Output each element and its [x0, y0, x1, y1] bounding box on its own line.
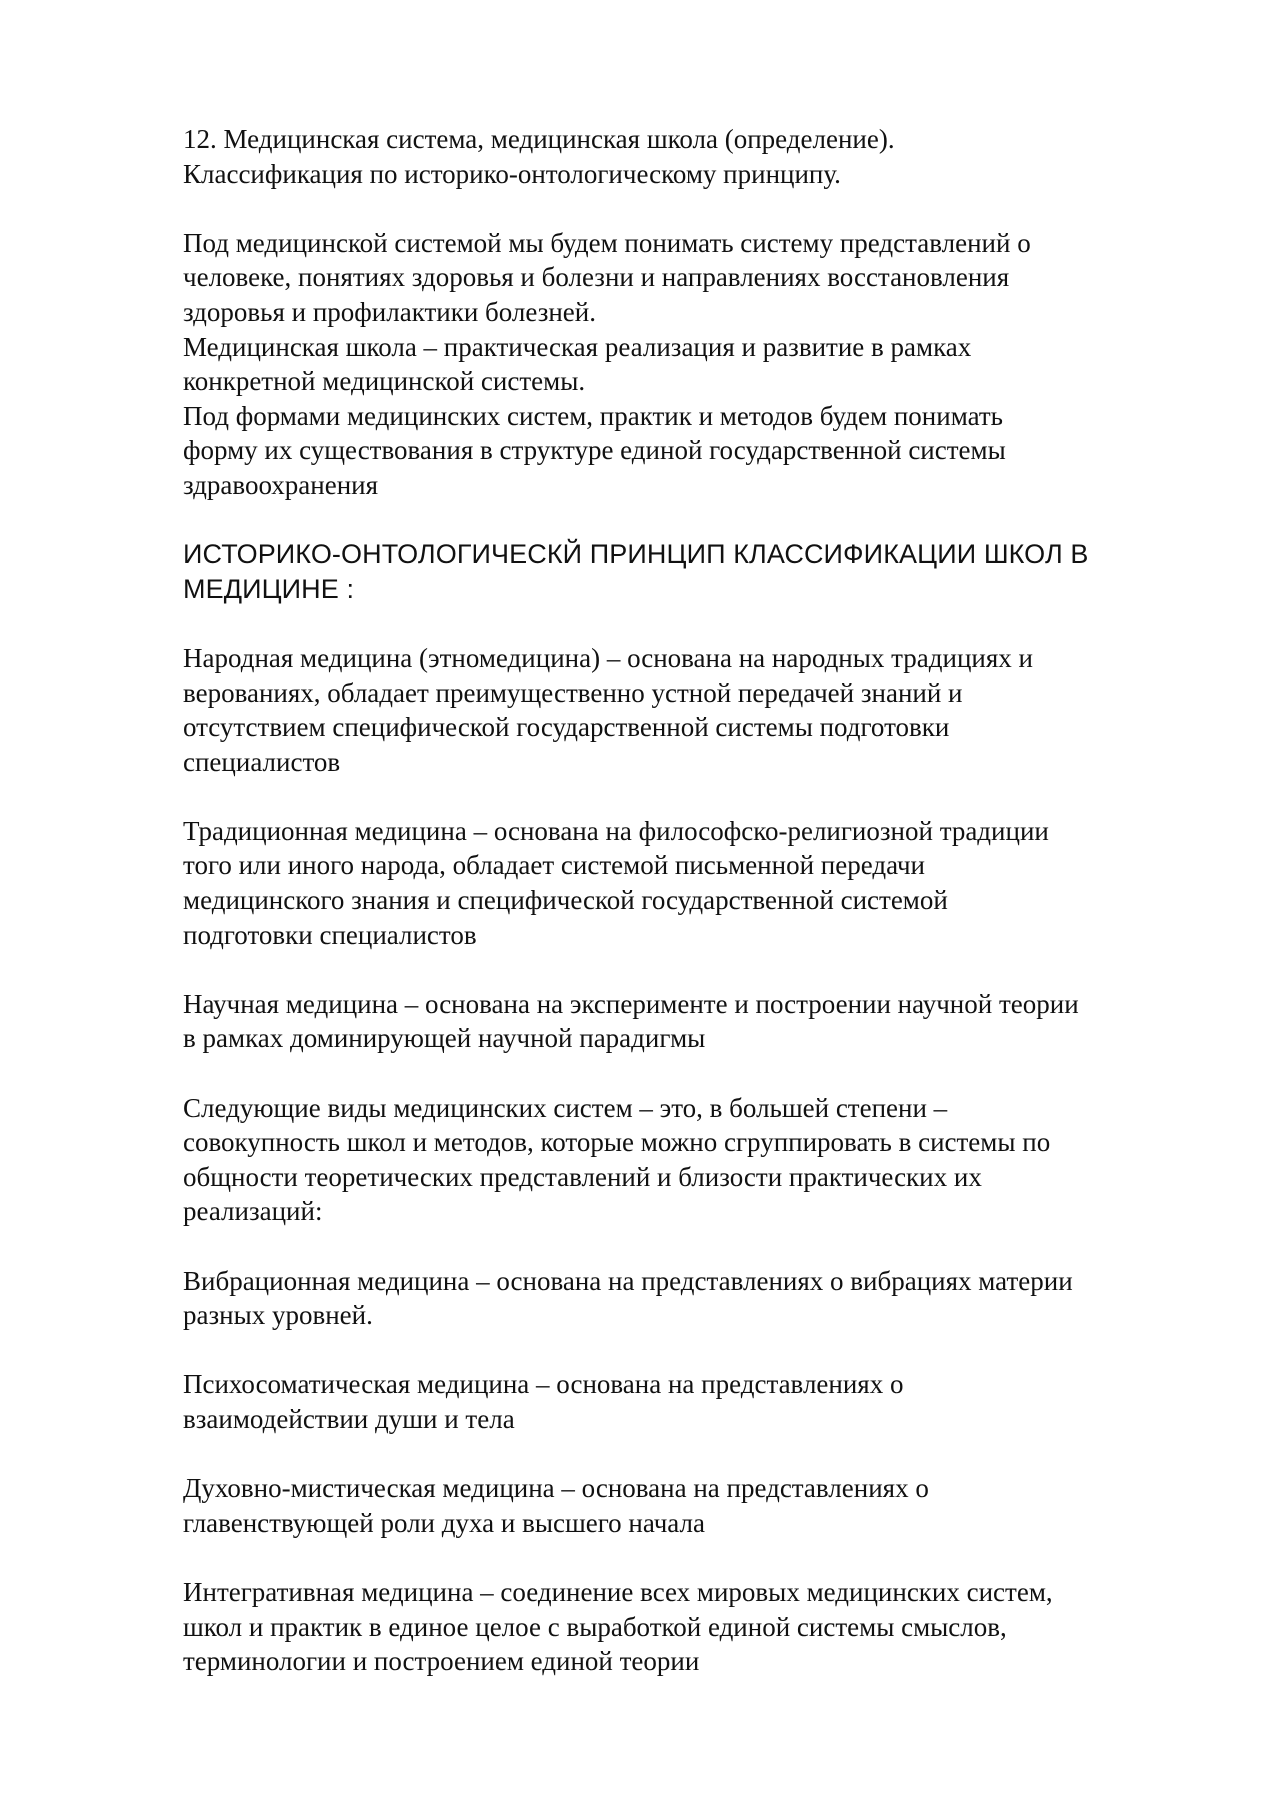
paragraph-integrative-medicine: Интегративная медицина – соединение всех мировых медицинских систем, школ и практик в единое целое с выработкой единой системы смыслов, терминологии и построением единой теории [183, 1576, 1053, 1677]
paragraph-scientific-medicine: Научная медицина – основана на эксперименте и построении научной теории в рамках доминирующей научной парадигмы [183, 988, 1079, 1054]
paragraph-traditional-medicine: Традиционная медицина – основана на философско-религиозной традиции того или иного народа, обладает системой письменной передачи медицинского знания и специфической государственной системой подготовки специалистов [183, 815, 1049, 950]
definition-medical-system: Под медицинской системой мы будем понимать систему представлений о человеке, понятиях здоровья и болезни и направлениях восстановления здоровья и профилактики болезней. [183, 227, 1031, 327]
paragraph-folk-medicine: Народная медицина (этномедицина) – основана на народных традициях и верованиях, обладает преимущественно устной передачей знаний и отсутствием специфической государственной системы подготовки специалистов [183, 642, 1033, 777]
definition-medical-school: Медицинская школа – практическая реализация и развитие в рамках конкретной медицинской системы. [183, 331, 972, 397]
document-title: 12. Медицинская система, медицинская школа (определение). Классификация по историко-онтологическому принципу. [183, 124, 895, 189]
paragraph-spiritual-medicine: Духовно-мистическая медицина – основана на представлениях о главенствующей роли духа и высшего начала [183, 1473, 929, 1538]
paragraph-other-systems: Следующие виды медицинских систем – это, в большей степени – совокупность школ и методов, которые можно сгруппировать в системы по общности теоретических представлений и близости практических их реализаций: [183, 1092, 1051, 1227]
document-page [183, 122, 1223, 1679]
classification-heading: ИСТОРИКО-ОНТОЛОГИЧЕСКЙ ПРИНЦИП КЛАССИФИКАЦИИ ШКОЛ В МЕДИЦИНЕ : [183, 539, 1089, 604]
paragraph-psychosomatic-medicine: Психосоматическая медицина – основана на представлениях о взаимодействии души и тела [183, 1369, 904, 1434]
paragraph-vibrational-medicine: Вибрационная медицина – основана на представлениях о вибрациях материи разных уровней. [183, 1265, 1073, 1331]
definition-forms: Под формами медицинских систем, практик и методов будем понимать форму их существования в структуре единой государственной системы здравоохранения [183, 400, 1006, 500]
